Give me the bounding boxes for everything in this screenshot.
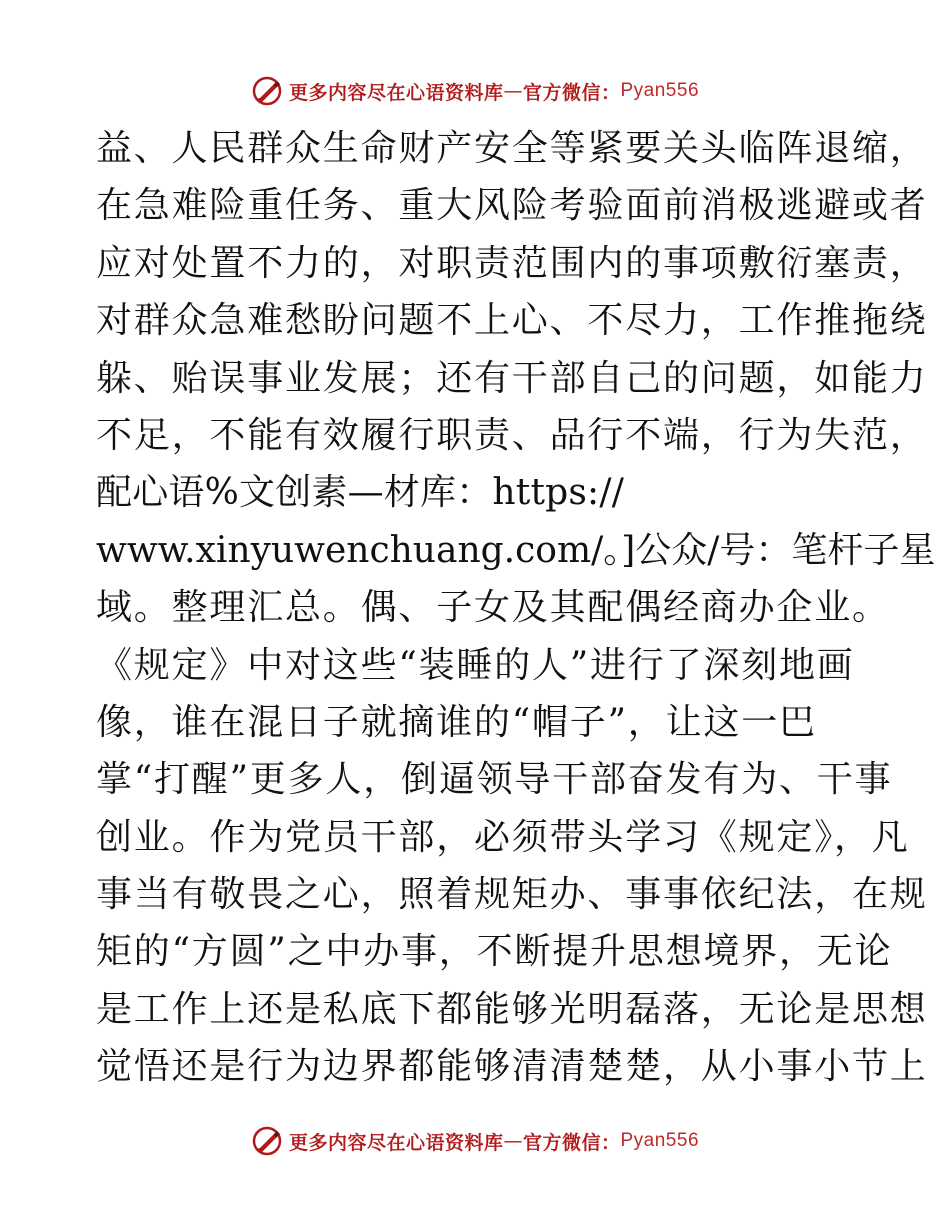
- header-banner-title: 更多内容尽在心语资料库: [288, 81, 504, 104]
- body-line: 矩的“方圆”之中办事，不断提升思想境界，无论: [96, 931, 893, 973]
- body-line: 在急难险重任务、重大风险考验面前消极逃避或者: [96, 185, 928, 227]
- footer-banner-wechat-label: 官方微信：: [522, 1131, 621, 1154]
- header-banner-handle: Pyan556: [620, 80, 700, 101]
- body-line: 创业。作为党员干部，必须带头学习《规定》，凡: [96, 816, 910, 858]
- body-line: 掌“打醒”更多人，倒逼领导干部奋发有为、干事: [96, 759, 893, 801]
- footer-banner-separator: —: [503, 1130, 523, 1152]
- footer-banner-title: 更多内容尽在心语资料库: [288, 1131, 504, 1154]
- pen-logo-icon: [251, 1125, 283, 1157]
- body-line: 觉悟还是行为边界都能够清清楚楚，从小事小节上: [96, 1046, 928, 1088]
- body-line: www.xinyuwenchuang.com/。]公众/号：笔杆子星: [96, 529, 936, 571]
- body-line: 配心语%文创素—材库：https://: [96, 472, 625, 514]
- footer-banner-handle: Pyan556: [620, 1130, 700, 1151]
- footer-banner: [0, 1121, 950, 1161]
- body-line: 事当有敬畏之心，照着规矩办、事事依纪法，在规: [96, 874, 928, 916]
- header-banner-separator: —: [503, 80, 523, 102]
- body-line: 域。整理汇总。偶、子女及其配偶经商办企业。: [96, 587, 890, 629]
- document-body: [96, 120, 936, 1096]
- header-banner: [0, 71, 950, 111]
- body-line: 像，谁在混日子就摘谁的“帽子”，让这一巴: [96, 701, 817, 743]
- body-line: 应对处置不力的，对职责范围内的事项敷衍塞责，: [96, 242, 928, 284]
- pen-logo-icon: [251, 75, 283, 107]
- body-line: 躲、贻误事业发展；还有干部自己的问题，如能力: [96, 357, 928, 399]
- header-banner-wechat-label: 官方微信：: [522, 81, 621, 104]
- body-line: 益、人民群众生命财产安全等紧要关头临阵退缩，: [96, 128, 928, 169]
- body-line: 对群众急难愁盼问题不上心、不尽力，工作推拖绕: [96, 300, 928, 342]
- body-line: 是工作上还是私底下都能够光明磊落，无论是思想: [96, 988, 928, 1030]
- body-line: 《规定》中对这些“装睡的人”进行了深刻地画: [96, 644, 855, 686]
- body-line: 不足，不能有效履行职责、品行不端，行为失范，: [96, 414, 928, 456]
